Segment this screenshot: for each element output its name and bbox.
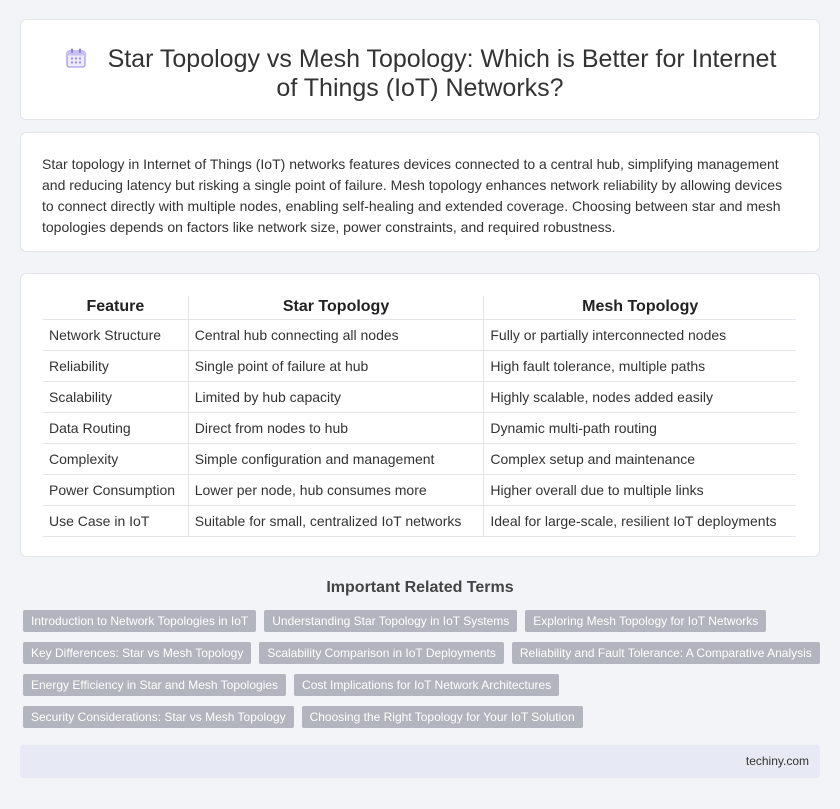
related-terms-list xyxy=(23,610,823,728)
table-cell-star: Limited by hub capacity xyxy=(188,381,484,412)
table-cell-star: Central hub connecting all nodes xyxy=(188,319,484,350)
table-cell-star: Suitable for small, centralized IoT networks xyxy=(188,505,484,536)
table-cell-mesh: Higher overall due to multiple links xyxy=(484,474,796,505)
calendar-icon xyxy=(64,46,88,70)
table-row xyxy=(43,505,796,536)
table-cell-star: Lower per node, hub consumes more xyxy=(188,474,484,505)
header-mesh-topology: Mesh Topology xyxy=(484,296,796,319)
table-cell-mesh: Complex setup and maintenance xyxy=(484,443,796,474)
summary-card xyxy=(20,132,820,252)
comparison-table-card xyxy=(20,273,820,557)
related-term-tag[interactable]: Exploring Mesh Topology for IoT Networks xyxy=(525,610,766,632)
page-title-text: Star Topology vs Mesh Topology: Which is Better for Internet of Things (IoT) Networks? xyxy=(107,45,777,102)
table-header-row xyxy=(43,296,796,319)
related-term-tag[interactable]: Understanding Star Topology in IoT Systems xyxy=(264,610,517,632)
table-cell-feature: Scalability xyxy=(43,381,188,412)
table-cell-star: Direct from nodes to hub xyxy=(188,412,484,443)
related-term-tag[interactable]: Introduction to Network Topologies in IoT xyxy=(23,610,256,632)
table-row xyxy=(43,381,796,412)
related-term-tag[interactable]: Key Differences: Star vs Mesh Topology xyxy=(23,642,251,664)
related-term-tag[interactable]: Energy Efficiency in Star and Mesh Topologies xyxy=(23,674,286,696)
related-term-tag[interactable]: Reliability and Fault Tolerance: A Comparative Analysis xyxy=(512,642,820,664)
table-cell-mesh: Highly scalable, nodes added easily xyxy=(484,381,796,412)
table-cell-mesh: Fully or partially interconnected nodes xyxy=(484,319,796,350)
table-cell-feature: Complexity xyxy=(43,443,188,474)
table-row xyxy=(43,319,796,350)
related-term-tag[interactable]: Security Considerations: Star vs Mesh Topology xyxy=(23,706,294,728)
comparison-table xyxy=(43,296,796,537)
table-cell-feature: Reliability xyxy=(43,350,188,381)
table-cell-mesh: Dynamic multi-path routing xyxy=(484,412,796,443)
table-row xyxy=(43,443,796,474)
table-cell-feature: Use Case in IoT xyxy=(43,505,188,536)
table-cell-star: Simple configuration and management xyxy=(188,443,484,474)
table-cell-feature: Data Routing xyxy=(43,412,188,443)
related-term-tag[interactable]: Scalability Comparison in IoT Deployments xyxy=(259,642,504,664)
table-cell-star: Single point of failure at hub xyxy=(188,350,484,381)
table-cell-feature: Power Consumption xyxy=(43,474,188,505)
title-card xyxy=(20,19,820,120)
page-title xyxy=(51,45,789,103)
table-cell-mesh: High fault tolerance, multiple paths xyxy=(484,350,796,381)
related-term-tag[interactable]: Cost Implications for IoT Network Architectures xyxy=(294,674,559,696)
footer-bar xyxy=(20,745,820,778)
footer-site-link[interactable]: techiny.com xyxy=(745,754,809,768)
table-row xyxy=(43,474,796,505)
related-term-tag[interactable]: Choosing the Right Topology for Your IoT Solution xyxy=(302,706,583,728)
header-feature: Feature xyxy=(43,296,188,319)
title-wrap xyxy=(21,45,819,103)
summary-paragraph: Star topology in Internet of Things (IoT) networks features devices connected to a central hub, simplifying management and reducing latency but risking a single point of failure. Mesh topology enhances network reliability by allowing devices to connect directly with multiple nodes, enabling self-healing and extended coverage. Choosing between star and mesh topologies depends on factors like network size, power constraints, and required robustness. xyxy=(42,156,783,235)
table-cell-mesh: Ideal for large-scale, resilient IoT deployments xyxy=(484,505,796,536)
table-row xyxy=(43,412,796,443)
related-terms-heading: Important Related Terms xyxy=(326,579,514,596)
header-star-topology: Star Topology xyxy=(188,296,484,319)
table-cell-feature: Network Structure xyxy=(43,319,188,350)
table-row xyxy=(43,350,796,381)
